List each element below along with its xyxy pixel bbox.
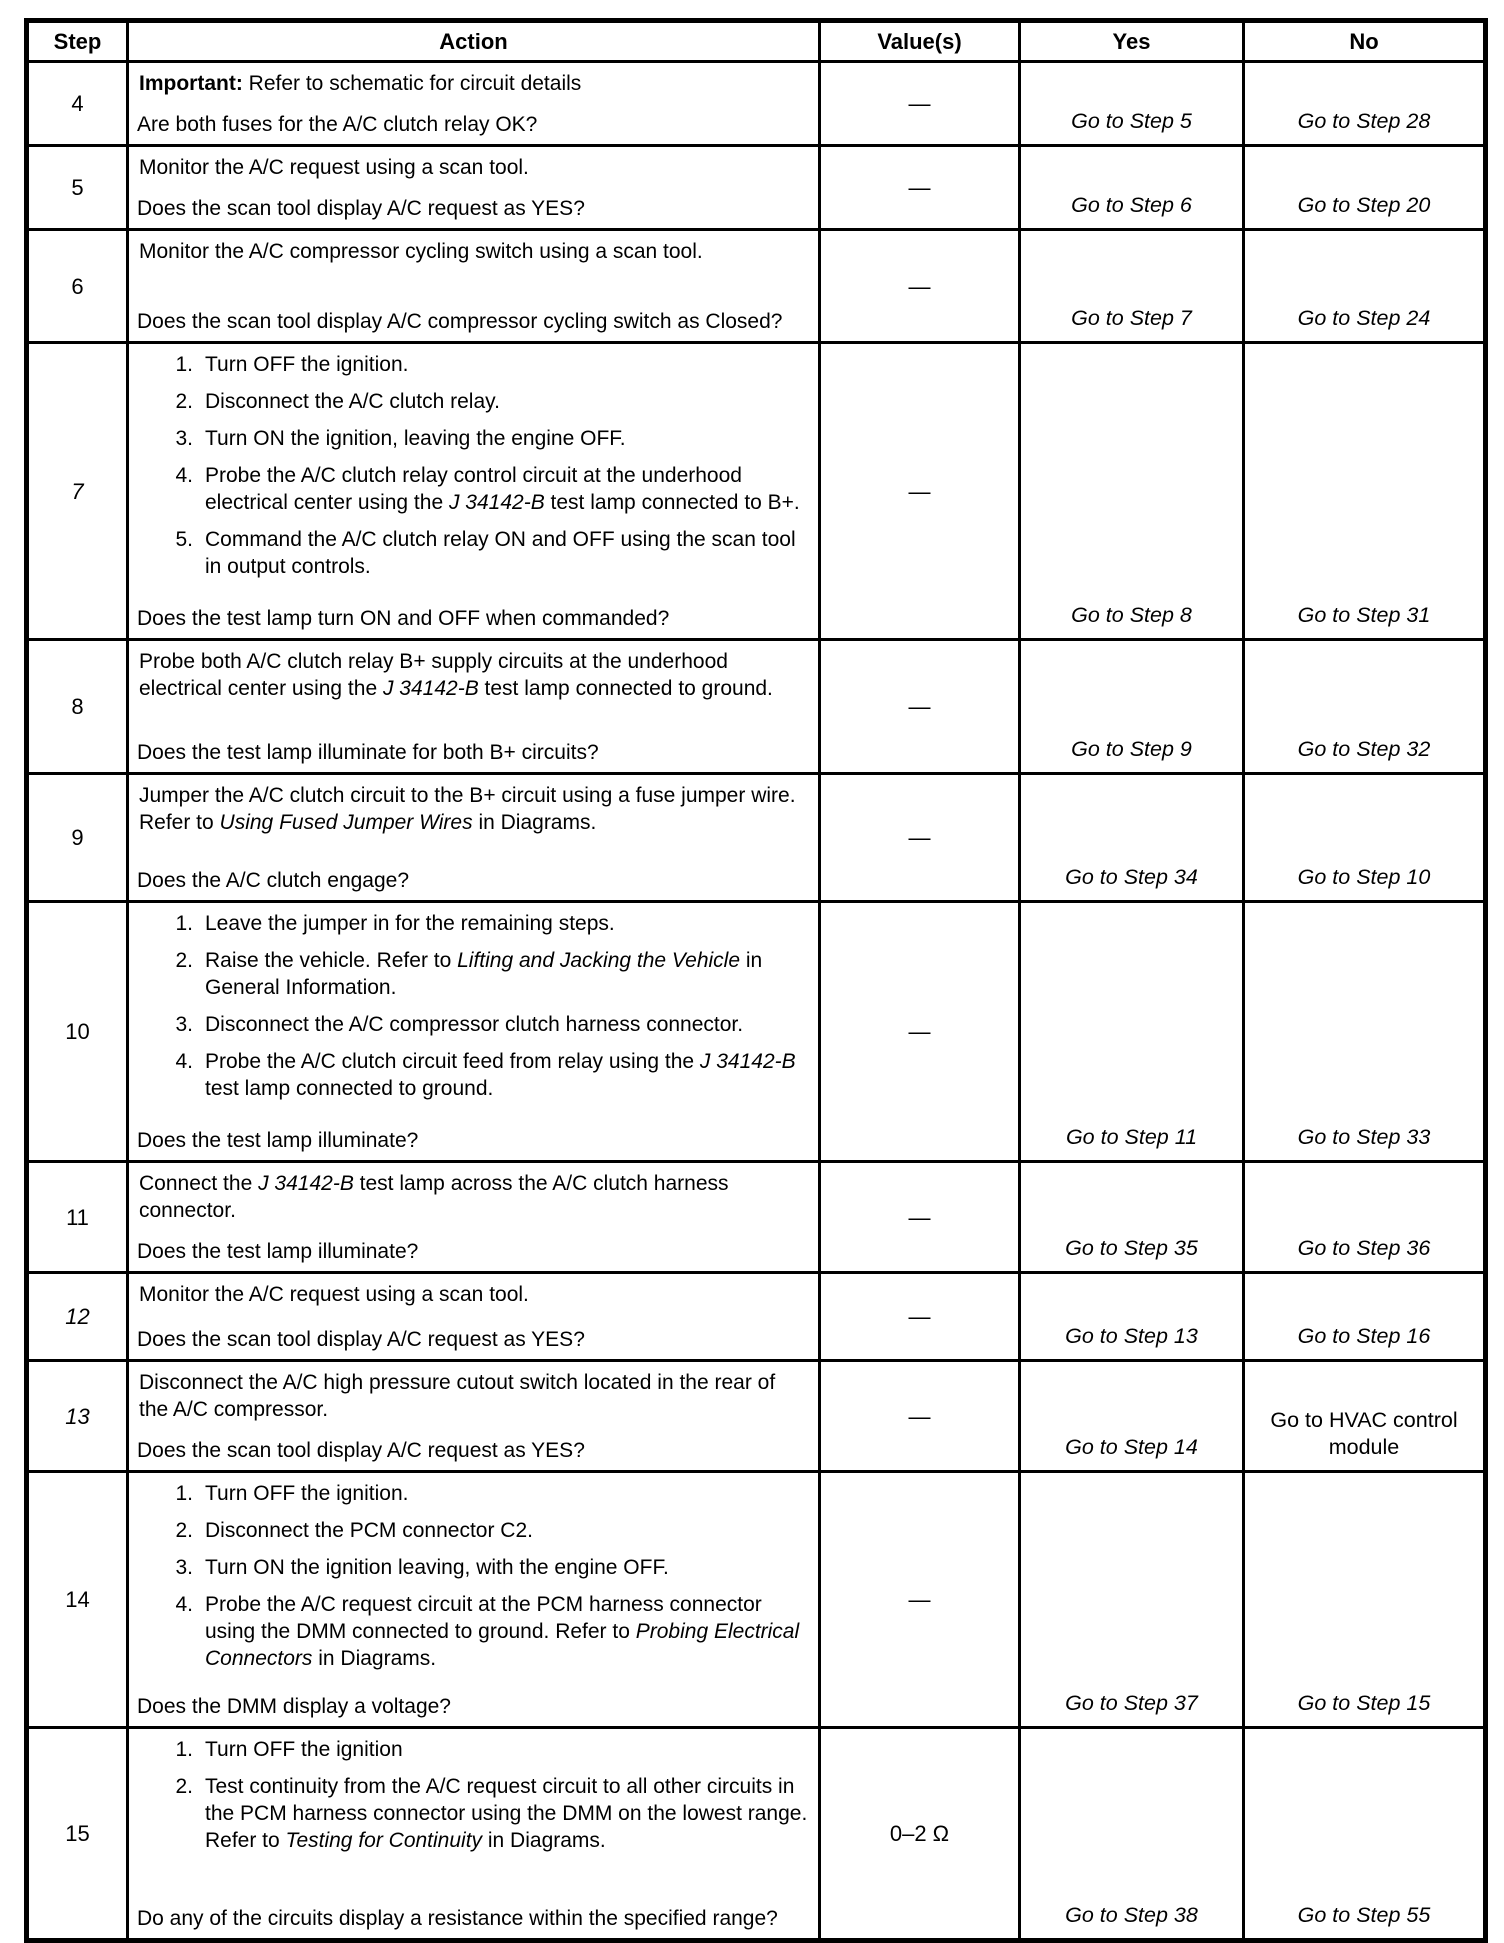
goto-no-label: Go to Step 10	[1297, 865, 1431, 889]
value-cell	[818, 775, 1018, 900]
value-cell	[818, 903, 1018, 1160]
list-item-text: Probe the A/C request circuit at the PCM harness connector using the DMM connected to ground. Refer to Probing Electrical Connectors in Diagrams.	[205, 1593, 800, 1670]
list-item-text: Probe the A/C clutch circuit feed from relay using the J 34142-B test lamp connected to ground.	[205, 1050, 796, 1100]
step-cell	[29, 903, 126, 1160]
list-item-text: Disconnect the A/C clutch relay.	[205, 390, 500, 413]
action-text	[137, 1168, 808, 1232]
action-cell	[126, 63, 818, 144]
no-cell	[1242, 231, 1483, 341]
step-cell	[29, 1729, 126, 1938]
value-cell	[818, 147, 1018, 228]
action-list-item	[137, 910, 808, 937]
goto-no-label: Go to HVAC control module	[1270, 1408, 1458, 1459]
action-cell	[126, 641, 818, 772]
goto-no-label: Go to Step 33	[1297, 1125, 1431, 1149]
action-text	[137, 1367, 808, 1431]
action-question: Do any of the circuits display a resistance within the specified range?	[137, 1907, 778, 1930]
action-list-item	[137, 1736, 808, 1763]
no-cell	[1242, 1274, 1483, 1359]
yes-cell	[1018, 1362, 1242, 1470]
list-item-text: Turn OFF the ignition.	[205, 353, 409, 376]
list-item-text: Disconnect the PCM connector C2.	[205, 1519, 533, 1542]
step-number: 6	[71, 273, 84, 299]
list-item-number: 2.	[175, 1775, 193, 1798]
goto-no-label: Go to Step 15	[1297, 1691, 1431, 1715]
step-cell	[29, 775, 126, 900]
table-row	[29, 60, 1483, 144]
step-cell	[29, 1473, 126, 1726]
action-text	[137, 152, 808, 189]
step-cell	[29, 641, 126, 772]
step-cell	[29, 344, 126, 638]
yes-cell	[1018, 1274, 1242, 1359]
value-cell	[818, 1274, 1018, 1359]
list-item-text: Turn OFF the ignition.	[205, 1482, 409, 1505]
action-list-item	[137, 388, 808, 415]
value-text: —	[908, 694, 931, 719]
action-paragraph: Jumper the A/C clutch circuit to the B+ circuit using a fuse jumper wire. Refer to Using Fused Jumper Wires in Diagrams.	[139, 784, 796, 834]
step-cell	[29, 147, 126, 228]
goto-yes-label: Go to Step 37	[1065, 1691, 1198, 1715]
goto-no-label: Go to Step 55	[1297, 1903, 1431, 1927]
list-item-number: 4.	[175, 1050, 193, 1073]
step-number: 10	[65, 1019, 90, 1044]
goto-yes-label: Go to Step 34	[1065, 865, 1198, 889]
step-cell	[29, 1362, 126, 1470]
action-text	[137, 1734, 808, 1864]
action-text	[137, 68, 808, 105]
goto-yes-label: Go to Step 9	[1071, 737, 1192, 761]
action-list-item	[137, 462, 808, 516]
no-cell	[1242, 147, 1483, 228]
yes-cell	[1018, 641, 1242, 772]
step-number: 14	[65, 1587, 90, 1612]
value-cell	[818, 344, 1018, 638]
action-paragraph: Connect the J 34142-B test lamp across the A/C clutch harness connector.	[139, 1172, 729, 1222]
no-cell	[1242, 1163, 1483, 1271]
table-row	[29, 1271, 1483, 1359]
action-cell	[126, 1473, 818, 1726]
yes-cell	[1018, 1163, 1242, 1271]
action-list-item	[137, 1517, 808, 1544]
value-text: —	[908, 273, 931, 299]
action-cell	[126, 1274, 818, 1359]
list-item-number: 1.	[175, 353, 193, 376]
list-item-number: 2.	[175, 949, 193, 972]
step-cell	[29, 63, 126, 144]
action-question: Does the scan tool display A/C request as YES?	[137, 1439, 585, 1462]
header-cell-yes: Yes	[1018, 23, 1242, 60]
action-text	[137, 646, 808, 710]
table-row	[29, 341, 1483, 638]
yes-cell	[1018, 1473, 1242, 1726]
action-list-item	[137, 526, 808, 580]
list-item-number: 4.	[175, 1593, 193, 1616]
action-cell	[126, 231, 818, 341]
table-row	[29, 900, 1483, 1160]
value-text: —	[908, 825, 931, 850]
goto-no-label: Go to Step 31	[1297, 603, 1431, 627]
step-cell	[29, 231, 126, 341]
table-row	[29, 1726, 1483, 1938]
list-item-text: Raise the vehicle. Refer to Lifting and Jacking the Vehicle in General Information.	[205, 949, 763, 999]
step-number: 12	[65, 1304, 90, 1329]
action-list-item	[137, 425, 808, 452]
action-text	[137, 1478, 808, 1682]
goto-yes-label: Go to Step 8	[1071, 603, 1192, 627]
yes-cell	[1018, 1729, 1242, 1938]
value-cell	[818, 231, 1018, 341]
no-cell	[1242, 63, 1483, 144]
goto-yes-label: Go to Step 6	[1071, 193, 1192, 217]
action-text	[137, 236, 808, 273]
action-cell	[126, 1729, 818, 1938]
list-item-number: 2.	[175, 1519, 193, 1542]
action-list-item	[137, 1011, 808, 1038]
yes-cell	[1018, 231, 1242, 341]
value-text: —	[908, 91, 931, 116]
action-cell	[126, 903, 818, 1160]
list-item-number: 1.	[175, 1738, 193, 1761]
no-cell	[1242, 641, 1483, 772]
action-question: Are both fuses for the A/C clutch relay OK?	[137, 113, 538, 136]
action-cell	[126, 147, 818, 228]
action-question: Does the scan tool display A/C request as YES?	[137, 1328, 585, 1351]
header-cell-values: Value(s)	[818, 23, 1018, 60]
action-list-item	[137, 1048, 808, 1102]
table-row	[29, 1160, 1483, 1271]
goto-yes-label: Go to Step 7	[1071, 306, 1192, 330]
step-number: 5	[71, 175, 84, 200]
action-question: Does the scan tool display A/C compressor cycling switch as Closed?	[137, 310, 783, 333]
action-paragraph: Monitor the A/C request using a scan tool.	[139, 1283, 529, 1306]
list-item-text: Turn OFF the ignition	[205, 1738, 403, 1761]
action-question: Does the test lamp illuminate?	[137, 1240, 419, 1263]
goto-no-label: Go to Step 20	[1297, 193, 1431, 217]
action-cell	[126, 775, 818, 900]
table-row	[29, 1470, 1483, 1726]
list-item-number: 2.	[175, 390, 193, 413]
value-text: —	[908, 1403, 931, 1429]
header-cell-step: Step	[53, 29, 102, 54]
goto-no-label: Go to Step 16	[1297, 1324, 1431, 1348]
step-cell	[29, 1274, 126, 1359]
step-cell	[29, 1163, 126, 1271]
goto-yes-label: Go to Step 5	[1071, 109, 1192, 133]
yes-cell	[1018, 147, 1242, 228]
header-cell-no: No	[1242, 23, 1483, 60]
no-cell	[1242, 344, 1483, 638]
list-item-number: 5.	[175, 528, 193, 551]
action-list-item	[137, 1480, 808, 1507]
goto-yes-label: Go to Step 11	[1065, 1125, 1198, 1149]
goto-yes-label: Go to Step 38	[1065, 1903, 1198, 1927]
list-item-text: Turn ON the ignition, leaving the engine OFF.	[205, 427, 626, 450]
value-text: —	[908, 1204, 931, 1230]
table-body	[29, 60, 1483, 1938]
list-item-number: 3.	[175, 427, 193, 450]
action-cell	[126, 1362, 818, 1470]
action-question: Does the scan tool display A/C request as YES?	[137, 197, 585, 220]
yes-cell	[1018, 903, 1242, 1160]
table-row	[29, 144, 1483, 228]
no-cell	[1242, 1362, 1483, 1470]
step-number: 15	[65, 1821, 90, 1846]
goto-no-label: Go to Step 36	[1297, 1236, 1431, 1260]
action-list-item	[137, 1773, 808, 1854]
value-text: —	[908, 478, 931, 504]
value-text: —	[908, 175, 931, 200]
action-paragraph: Probe both A/C clutch relay B+ supply circuits at the underhood electrical center using the J 34142-B test lamp connected to ground.	[139, 650, 773, 700]
list-item-number: 1.	[175, 1482, 193, 1505]
value-cell	[818, 1163, 1018, 1271]
list-item-text: Test continuity from the A/C request circuit to all other circuits in the PCM harness connector using the DMM on the lowest range. Refer to Testing for Continuity in Diagrams.	[205, 1775, 808, 1852]
step-number: 8	[71, 694, 84, 719]
action-question: Does the test lamp turn ON and OFF when commanded?	[137, 607, 670, 630]
table-row	[29, 638, 1483, 772]
action-cell	[126, 344, 818, 638]
action-list-item	[137, 947, 808, 1001]
no-cell	[1242, 903, 1483, 1160]
yes-cell	[1018, 344, 1242, 638]
no-cell	[1242, 1473, 1483, 1726]
action-list-item	[137, 1554, 808, 1581]
no-cell	[1242, 775, 1483, 900]
action-question: Does the A/C clutch engage?	[137, 869, 410, 892]
table-row	[29, 228, 1483, 341]
action-paragraph: Disconnect the A/C high pressure cutout switch located in the rear of the A/C compressor.	[139, 1371, 776, 1421]
table-row	[29, 772, 1483, 900]
value-text: 0–2 Ω	[889, 1821, 950, 1846]
goto-yes-label: Go to Step 13	[1065, 1324, 1198, 1348]
value-cell	[818, 1473, 1018, 1726]
value-cell	[818, 1362, 1018, 1470]
action-text	[137, 780, 808, 844]
action-paragraph: Monitor the A/C request using a scan tool.	[139, 156, 529, 179]
list-item-number: 1.	[175, 912, 193, 935]
list-item-number: 3.	[175, 1013, 193, 1036]
action-list-item	[137, 1591, 808, 1672]
list-item-text: Command the A/C clutch relay ON and OFF using the scan tool in output controls.	[205, 528, 796, 578]
action-text	[137, 349, 808, 590]
table-header-row	[29, 23, 1483, 60]
action-question: Does the DMM display a voltage?	[137, 1695, 451, 1718]
action-cell	[126, 1163, 818, 1271]
value-text: —	[908, 1304, 931, 1329]
action-paragraph: Important: Refer to schematic for circuit details	[139, 72, 582, 95]
goto-yes-label: Go to Step 35	[1065, 1236, 1198, 1260]
step-number: 13	[65, 1403, 90, 1429]
action-text	[137, 908, 808, 1112]
goto-no-label: Go to Step 28	[1297, 109, 1431, 133]
goto-yes-label: Go to Step 14	[1065, 1435, 1198, 1459]
step-number: 11	[66, 1204, 89, 1230]
list-item-text: Leave the jumper in for the remaining steps.	[205, 912, 615, 935]
action-paragraph: Monitor the A/C compressor cycling switch using a scan tool.	[139, 240, 703, 263]
list-item-text: Disconnect the A/C compressor clutch harness connector.	[205, 1013, 744, 1036]
value-text: —	[908, 1587, 931, 1612]
action-text	[137, 1279, 808, 1316]
yes-cell	[1018, 63, 1242, 144]
step-number: 4	[71, 91, 84, 116]
step-number: 7	[71, 478, 84, 504]
goto-no-label: Go to Step 32	[1297, 737, 1431, 761]
action-question: Does the test lamp illuminate?	[137, 1129, 419, 1152]
list-item-text: Turn ON the ignition leaving, with the engine OFF.	[205, 1556, 669, 1579]
header-cell-action: Action	[126, 23, 818, 60]
action-list-item	[137, 351, 808, 378]
list-item-number: 3.	[175, 1556, 193, 1579]
diagnostic-table	[24, 18, 1488, 1943]
value-text: —	[908, 1019, 931, 1044]
no-cell	[1242, 1729, 1483, 1938]
list-item-number: 4.	[175, 464, 193, 487]
action-question: Does the test lamp illuminate for both B+ circuits?	[137, 741, 599, 764]
step-number: 9	[71, 825, 84, 850]
goto-no-label: Go to Step 24	[1297, 306, 1431, 330]
value-cell	[818, 1729, 1018, 1938]
value-cell	[818, 63, 1018, 144]
value-cell	[818, 641, 1018, 772]
table-row	[29, 1359, 1483, 1470]
yes-cell	[1018, 775, 1242, 900]
list-item-text: Probe the A/C clutch relay control circuit at the underhood electrical center using the J 34142-B test lamp connected to B+.	[205, 464, 800, 514]
